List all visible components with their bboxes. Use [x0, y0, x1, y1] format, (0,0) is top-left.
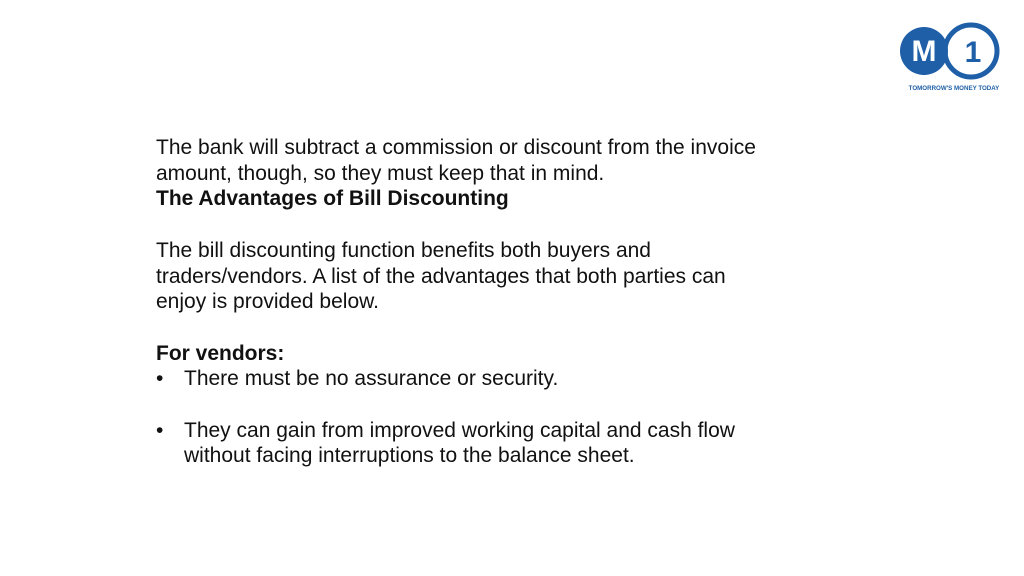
- slide-body: [156, 135, 776, 469]
- logo-tagline: TOMORROW'S MONEY TODAY: [908, 85, 1000, 92]
- spacer: [156, 392, 776, 418]
- advantages-paragraph: The bill discounting function benefits both buyers and traders/vendors. A list of the advantages that both parties can enjoy is provided below.: [156, 238, 726, 314]
- bullet-icon: •: [156, 367, 164, 391]
- bullet-text: There must be no assurance or security.: [184, 367, 559, 391]
- spacer: [156, 315, 776, 341]
- intro-paragraph: The bank will subtract a commission or discount from the invoice amount, though, so they must keep that in mind.: [156, 136, 756, 185]
- vendors-heading: For vendors:: [156, 341, 285, 365]
- bullet-icon: •: [156, 418, 164, 442]
- bullet-item: [156, 366, 776, 392]
- m1-logo: [898, 22, 1010, 94]
- m1-logo-mark: [898, 22, 1010, 94]
- advantages-heading: The Advantages of Bill Discounting: [156, 187, 509, 211]
- bullet-text: They can gain from improved working capital and cash flow without facing interruptions to the balance sheet.: [184, 418, 735, 468]
- bullet-item: [156, 418, 776, 469]
- logo-letter: M: [911, 35, 937, 68]
- logo-number: 1: [964, 36, 982, 69]
- spacer: [156, 212, 776, 238]
